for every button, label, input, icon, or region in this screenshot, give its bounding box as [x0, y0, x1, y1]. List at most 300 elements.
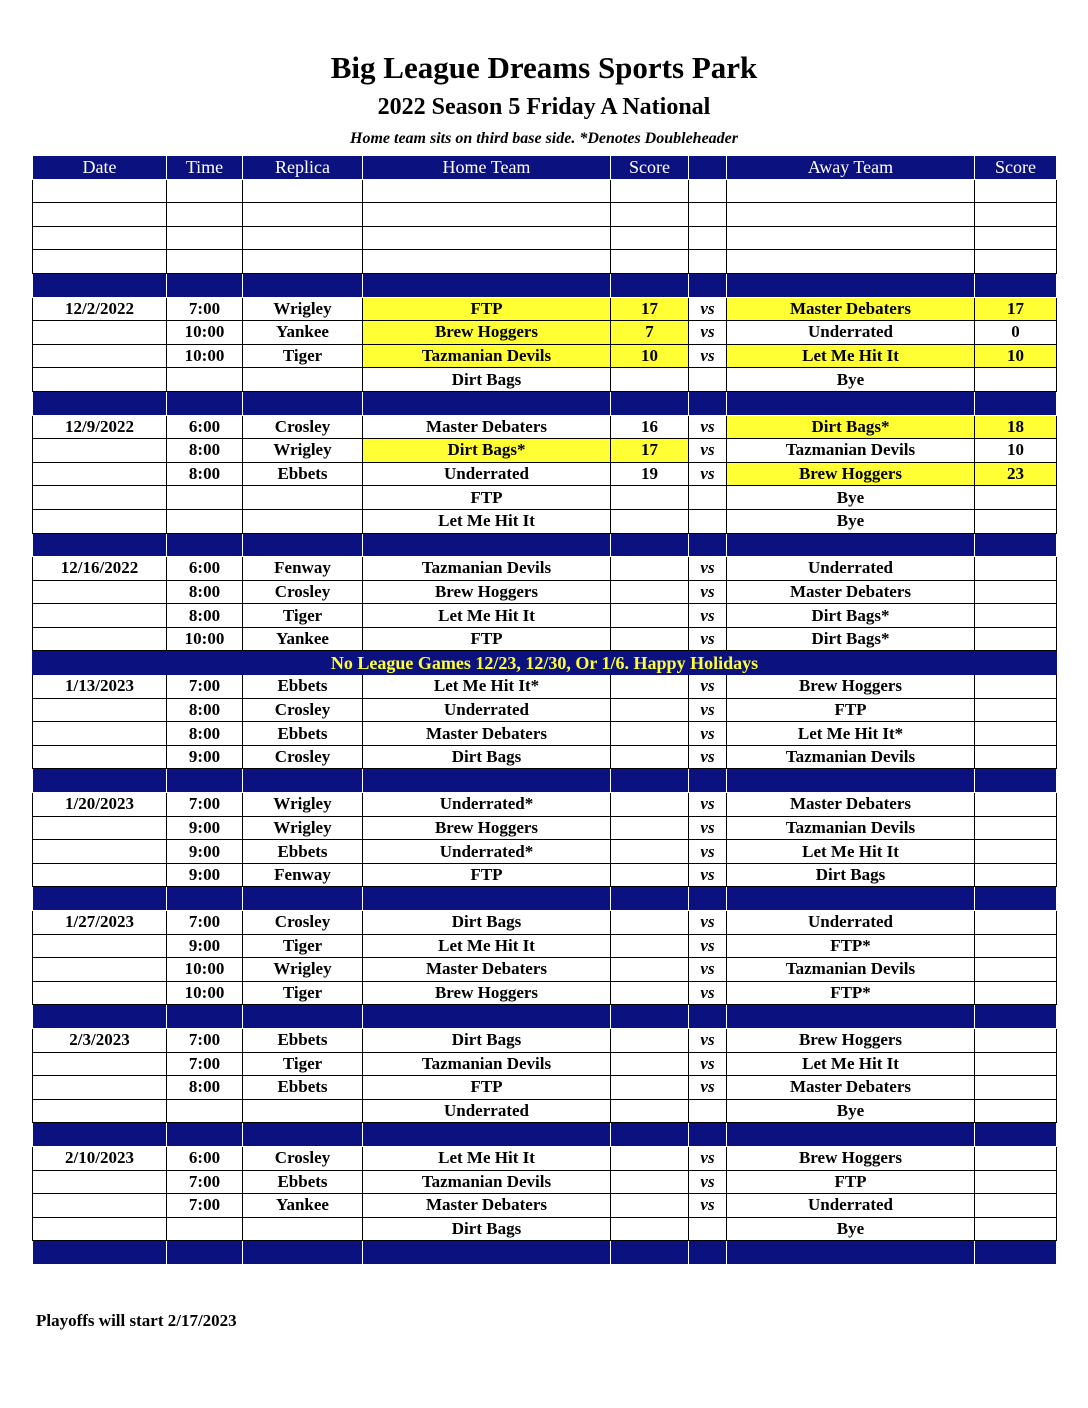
home-team-cell: Dirt Bags: [363, 911, 611, 935]
empty-cell: [975, 179, 1057, 203]
replica-cell: Tiger: [243, 604, 363, 628]
away-team-cell: Tazmanian Devils: [727, 439, 975, 463]
time-cell: 10:00: [167, 321, 243, 345]
away-score-cell: [975, 1217, 1057, 1241]
separator-cell: [727, 391, 975, 415]
game-row: [33, 297, 1057, 321]
away-score-cell: 18: [975, 415, 1057, 439]
away-team-cell: Underrated: [727, 557, 975, 581]
home-score-cell: [611, 698, 689, 722]
empty-cell: [243, 250, 363, 274]
game-row: [33, 863, 1057, 887]
game-row: [33, 816, 1057, 840]
replica-cell: Fenway: [243, 863, 363, 887]
home-team-cell: Dirt Bags: [363, 1217, 611, 1241]
schedule-table: [32, 155, 1057, 1265]
away-team-cell: Tazmanian Devils: [727, 816, 975, 840]
home-team-cell: Master Debaters: [363, 958, 611, 982]
separator-cell: [689, 769, 727, 793]
page-subtitle: 2022 Season 5 Friday A National: [377, 94, 711, 120]
schedule-note: Home team sits on third base side. *Denotes Doubleheader: [350, 130, 738, 147]
separator-cell: [243, 273, 363, 297]
replica-cell: Ebbets: [243, 675, 363, 699]
home-score-cell: [611, 486, 689, 510]
separator-cell: [243, 391, 363, 415]
home-team-cell: Tazmanian Devils: [363, 1170, 611, 1194]
time-cell: 7:00: [167, 675, 243, 699]
separator-cell: [363, 273, 611, 297]
game-row: [33, 1170, 1057, 1194]
game-row: [33, 840, 1057, 864]
empty-row: [33, 203, 1057, 227]
away-team-cell: Let Me Hit It: [727, 840, 975, 864]
separator-cell: [975, 769, 1057, 793]
away-team-cell: Brew Hoggers: [727, 1028, 975, 1052]
time-cell: 7:00: [167, 1170, 243, 1194]
replica-cell: Tiger: [243, 344, 363, 368]
empty-row: [33, 250, 1057, 274]
home-score-cell: [611, 816, 689, 840]
separator-row: [33, 1123, 1057, 1147]
home-team-cell: Tazmanian Devils: [363, 557, 611, 581]
vs-cell: vs: [689, 344, 727, 368]
separator-cell: [611, 887, 689, 911]
separator-cell: [611, 1123, 689, 1147]
empty-cell: [243, 203, 363, 227]
away-team-cell: Let Me Hit It*: [727, 722, 975, 746]
date-cell: [33, 462, 167, 486]
date-cell: [33, 981, 167, 1005]
date-cell: [33, 321, 167, 345]
vs-cell: vs: [689, 934, 727, 958]
separator-cell: [33, 1123, 167, 1147]
home-score-cell: [611, 1170, 689, 1194]
separator-cell: [167, 273, 243, 297]
home-score-cell: [611, 675, 689, 699]
replica-cell: Crosley: [243, 580, 363, 604]
empty-cell: [363, 203, 611, 227]
away-score-cell: [975, 981, 1057, 1005]
time-cell: 7:00: [167, 911, 243, 935]
separator-row: [33, 391, 1057, 415]
game-row: [33, 1194, 1057, 1218]
home-score-cell: [611, 1217, 689, 1241]
empty-cell: [727, 250, 975, 274]
home-team-cell: Dirt Bags*: [363, 439, 611, 463]
away-score-cell: [975, 509, 1057, 533]
empty-cell: [975, 226, 1057, 250]
separator-cell: [689, 273, 727, 297]
separator-cell: [33, 887, 167, 911]
date-cell: [33, 745, 167, 769]
time-cell: 10:00: [167, 344, 243, 368]
away-score-cell: [975, 958, 1057, 982]
vs-cell: [689, 1099, 727, 1123]
separator-cell: [33, 533, 167, 557]
time-cell: 6:00: [167, 1146, 243, 1170]
home-score-cell: [611, 911, 689, 935]
home-team-cell: Underrated: [363, 462, 611, 486]
header-home-team: Home Team: [363, 156, 611, 180]
date-cell: [33, 368, 167, 392]
header-replica: Replica: [243, 156, 363, 180]
date-cell: 1/27/2023: [33, 911, 167, 935]
home-team-cell: Tazmanian Devils: [363, 1052, 611, 1076]
away-score-cell: [975, 722, 1057, 746]
date-cell: 12/2/2022: [33, 297, 167, 321]
away-score-cell: [975, 863, 1057, 887]
date-cell: [33, 840, 167, 864]
away-score-cell: [975, 368, 1057, 392]
away-team-cell: FTP*: [727, 934, 975, 958]
date-cell: [33, 486, 167, 510]
header-away-team: Away Team: [727, 156, 975, 180]
header-away-score: Score: [975, 156, 1057, 180]
home-team-cell: Underrated*: [363, 840, 611, 864]
game-row: [33, 958, 1057, 982]
home-team-cell: FTP: [363, 297, 611, 321]
away-score-cell: 10: [975, 344, 1057, 368]
separator-cell: [33, 1241, 167, 1265]
home-score-cell: [611, 1146, 689, 1170]
home-score-cell: 7: [611, 321, 689, 345]
away-team-cell: Underrated: [727, 321, 975, 345]
replica-cell: Wrigley: [243, 958, 363, 982]
vs-cell: [689, 486, 727, 510]
separator-cell: [243, 887, 363, 911]
away-score-cell: 17: [975, 297, 1057, 321]
empty-cell: [167, 203, 243, 227]
replica-cell: Wrigley: [243, 793, 363, 817]
page-title: Big League Dreams Sports Park: [330, 50, 758, 85]
separator-cell: [33, 391, 167, 415]
game-row: [33, 557, 1057, 581]
date-cell: [33, 1217, 167, 1241]
game-row: [33, 1217, 1057, 1241]
game-row: [33, 1076, 1057, 1100]
vs-cell: vs: [689, 958, 727, 982]
empty-cell: [363, 250, 611, 274]
date-cell: [33, 1076, 167, 1100]
separator-cell: [167, 533, 243, 557]
home-score-cell: [611, 580, 689, 604]
away-score-cell: [975, 1076, 1057, 1100]
away-team-cell: Master Debaters: [727, 580, 975, 604]
separator-cell: [33, 273, 167, 297]
away-score-cell: [975, 911, 1057, 935]
away-team-cell: Brew Hoggers: [727, 1146, 975, 1170]
separator-cell: [363, 887, 611, 911]
time-cell: 10:00: [167, 627, 243, 651]
away-score-cell: [975, 698, 1057, 722]
separator-row: [33, 887, 1057, 911]
home-score-cell: [611, 1194, 689, 1218]
vs-cell: vs: [689, 722, 727, 746]
game-row: [33, 1099, 1057, 1123]
separator-cell: [975, 1123, 1057, 1147]
game-row: [33, 981, 1057, 1005]
vs-cell: vs: [689, 675, 727, 699]
empty-cell: [33, 203, 167, 227]
empty-cell: [33, 250, 167, 274]
separator-cell: [611, 1241, 689, 1265]
time-cell: 9:00: [167, 863, 243, 887]
vs-cell: vs: [689, 462, 727, 486]
separator-cell: [689, 533, 727, 557]
vs-cell: vs: [689, 1146, 727, 1170]
away-team-cell: Tazmanian Devils: [727, 745, 975, 769]
home-team-cell: Brew Hoggers: [363, 816, 611, 840]
game-row: [33, 321, 1057, 345]
replica-cell: Crosley: [243, 745, 363, 769]
separator-row: [33, 533, 1057, 557]
away-team-cell: Bye: [727, 368, 975, 392]
home-score-cell: [611, 1028, 689, 1052]
home-team-cell: Master Debaters: [363, 1194, 611, 1218]
replica-cell: [243, 486, 363, 510]
vs-cell: vs: [689, 604, 727, 628]
date-cell: [33, 344, 167, 368]
home-team-cell: FTP: [363, 1076, 611, 1100]
separator-cell: [727, 769, 975, 793]
separator-cell: [689, 1005, 727, 1029]
home-team-cell: Tazmanian Devils: [363, 344, 611, 368]
empty-cell: [363, 226, 611, 250]
home-team-cell: FTP: [363, 486, 611, 510]
game-row: [33, 793, 1057, 817]
home-team-cell: Underrated: [363, 1099, 611, 1123]
game-row: [33, 486, 1057, 510]
game-row: [33, 580, 1057, 604]
replica-cell: Yankee: [243, 1194, 363, 1218]
date-cell: [33, 1052, 167, 1076]
schedule-body: [33, 179, 1057, 1264]
empty-cell: [243, 226, 363, 250]
home-team-cell: Master Debaters: [363, 415, 611, 439]
home-team-cell: Brew Hoggers: [363, 321, 611, 345]
home-team-cell: Let Me Hit It: [363, 509, 611, 533]
separator-row: [33, 1241, 1057, 1265]
game-row: [33, 722, 1057, 746]
time-cell: [167, 1099, 243, 1123]
game-row: [33, 745, 1057, 769]
separator-cell: [243, 769, 363, 793]
separator-cell: [611, 1005, 689, 1029]
game-row: [33, 462, 1057, 486]
date-cell: [33, 627, 167, 651]
vs-cell: vs: [689, 321, 727, 345]
replica-cell: Crosley: [243, 1146, 363, 1170]
home-score-cell: 16: [611, 415, 689, 439]
away-team-cell: Brew Hoggers: [727, 675, 975, 699]
empty-cell: [727, 179, 975, 203]
away-score-cell: [975, 1194, 1057, 1218]
empty-cell: [611, 179, 689, 203]
vs-cell: vs: [689, 1170, 727, 1194]
time-cell: 7:00: [167, 1028, 243, 1052]
separator-cell: [363, 769, 611, 793]
home-score-cell: [611, 1099, 689, 1123]
home-team-cell: Dirt Bags: [363, 745, 611, 769]
away-team-cell: Underrated: [727, 1194, 975, 1218]
empty-cell: [689, 250, 727, 274]
replica-cell: Yankee: [243, 627, 363, 651]
replica-cell: Ebbets: [243, 1028, 363, 1052]
time-cell: 9:00: [167, 816, 243, 840]
time-cell: [167, 509, 243, 533]
time-cell: 9:00: [167, 934, 243, 958]
away-score-cell: [975, 1028, 1057, 1052]
home-score-cell: [611, 722, 689, 746]
away-team-cell: Dirt Bags*: [727, 627, 975, 651]
replica-cell: Wrigley: [243, 297, 363, 321]
home-score-cell: [611, 368, 689, 392]
vs-cell: vs: [689, 698, 727, 722]
replica-cell: [243, 509, 363, 533]
separator-cell: [727, 1123, 975, 1147]
separator-cell: [727, 1241, 975, 1265]
vs-cell: vs: [689, 863, 727, 887]
home-score-cell: [611, 1076, 689, 1100]
game-row: [33, 415, 1057, 439]
time-cell: 8:00: [167, 439, 243, 463]
separator-cell: [167, 1005, 243, 1029]
home-score-cell: [611, 627, 689, 651]
empty-cell: [727, 203, 975, 227]
separator-cell: [363, 1005, 611, 1029]
time-cell: [167, 368, 243, 392]
vs-cell: vs: [689, 297, 727, 321]
home-score-cell: [611, 840, 689, 864]
empty-cell: [611, 250, 689, 274]
home-team-cell: Dirt Bags: [363, 368, 611, 392]
date-cell: [33, 580, 167, 604]
game-row: [33, 439, 1057, 463]
separator-cell: [611, 769, 689, 793]
away-score-cell: [975, 627, 1057, 651]
replica-cell: Ebbets: [243, 1170, 363, 1194]
separator-cell: [727, 533, 975, 557]
away-team-cell: Bye: [727, 509, 975, 533]
away-team-cell: FTP: [727, 1170, 975, 1194]
empty-cell: [689, 226, 727, 250]
home-score-cell: [611, 745, 689, 769]
time-cell: 7:00: [167, 1194, 243, 1218]
date-cell: [33, 1099, 167, 1123]
separator-cell: [689, 887, 727, 911]
replica-cell: Ebbets: [243, 1076, 363, 1100]
separator-cell: [363, 391, 611, 415]
away-score-cell: [975, 1146, 1057, 1170]
empty-cell: [33, 226, 167, 250]
home-score-cell: [611, 604, 689, 628]
time-cell: 7:00: [167, 1052, 243, 1076]
home-team-cell: Brew Hoggers: [363, 981, 611, 1005]
replica-cell: Crosley: [243, 698, 363, 722]
away-score-cell: [975, 675, 1057, 699]
empty-cell: [611, 226, 689, 250]
home-team-cell: Brew Hoggers: [363, 580, 611, 604]
separator-cell: [167, 391, 243, 415]
replica-cell: Crosley: [243, 415, 363, 439]
away-score-cell: 10: [975, 439, 1057, 463]
time-cell: 8:00: [167, 722, 243, 746]
date-cell: 12/16/2022: [33, 557, 167, 581]
empty-cell: [689, 203, 727, 227]
separator-row: [33, 273, 1057, 297]
separator-row: [33, 1005, 1057, 1029]
home-team-cell: Master Debaters: [363, 722, 611, 746]
date-cell: [33, 1194, 167, 1218]
replica-cell: Crosley: [243, 911, 363, 935]
vs-cell: vs: [689, 580, 727, 604]
away-team-cell: Brew Hoggers: [727, 462, 975, 486]
separator-cell: [167, 887, 243, 911]
replica-cell: Ebbets: [243, 462, 363, 486]
away-score-cell: [975, 1099, 1057, 1123]
time-cell: 8:00: [167, 698, 243, 722]
separator-cell: [975, 887, 1057, 911]
home-score-cell: 17: [611, 439, 689, 463]
separator-cell: [167, 769, 243, 793]
separator-cell: [611, 533, 689, 557]
empty-cell: [33, 179, 167, 203]
empty-cell: [611, 203, 689, 227]
game-row: [33, 911, 1057, 935]
game-row: [33, 934, 1057, 958]
empty-cell: [167, 226, 243, 250]
time-cell: 8:00: [167, 1076, 243, 1100]
away-score-cell: [975, 816, 1057, 840]
date-cell: [33, 1170, 167, 1194]
away-team-cell: Bye: [727, 1217, 975, 1241]
replica-cell: [243, 1217, 363, 1241]
time-cell: 8:00: [167, 462, 243, 486]
replica-cell: Fenway: [243, 557, 363, 581]
away-score-cell: [975, 557, 1057, 581]
empty-cell: [975, 250, 1057, 274]
replica-cell: Ebbets: [243, 722, 363, 746]
separator-cell: [33, 769, 167, 793]
replica-cell: Ebbets: [243, 840, 363, 864]
empty-cell: [727, 226, 975, 250]
empty-cell: [975, 203, 1057, 227]
away-team-cell: Dirt Bags*: [727, 415, 975, 439]
home-score-cell: 19: [611, 462, 689, 486]
time-cell: 6:00: [167, 415, 243, 439]
home-team-cell: Underrated*: [363, 793, 611, 817]
away-team-cell: Master Debaters: [727, 793, 975, 817]
home-score-cell: 17: [611, 297, 689, 321]
game-row: [33, 344, 1057, 368]
away-score-cell: [975, 934, 1057, 958]
away-team-cell: Dirt Bags*: [727, 604, 975, 628]
empty-row: [33, 226, 1057, 250]
away-team-cell: Master Debaters: [727, 1076, 975, 1100]
separator-row: [33, 769, 1057, 793]
away-score-cell: [975, 1170, 1057, 1194]
header-home-score: Score: [611, 156, 689, 180]
replica-cell: Tiger: [243, 981, 363, 1005]
home-score-cell: [611, 1052, 689, 1076]
separator-cell: [243, 1123, 363, 1147]
game-row: [33, 698, 1057, 722]
replica-cell: Tiger: [243, 1052, 363, 1076]
holiday-banner-row: [33, 651, 1057, 675]
date-cell: [33, 509, 167, 533]
vs-cell: [689, 509, 727, 533]
home-team-cell: Let Me Hit It*: [363, 675, 611, 699]
